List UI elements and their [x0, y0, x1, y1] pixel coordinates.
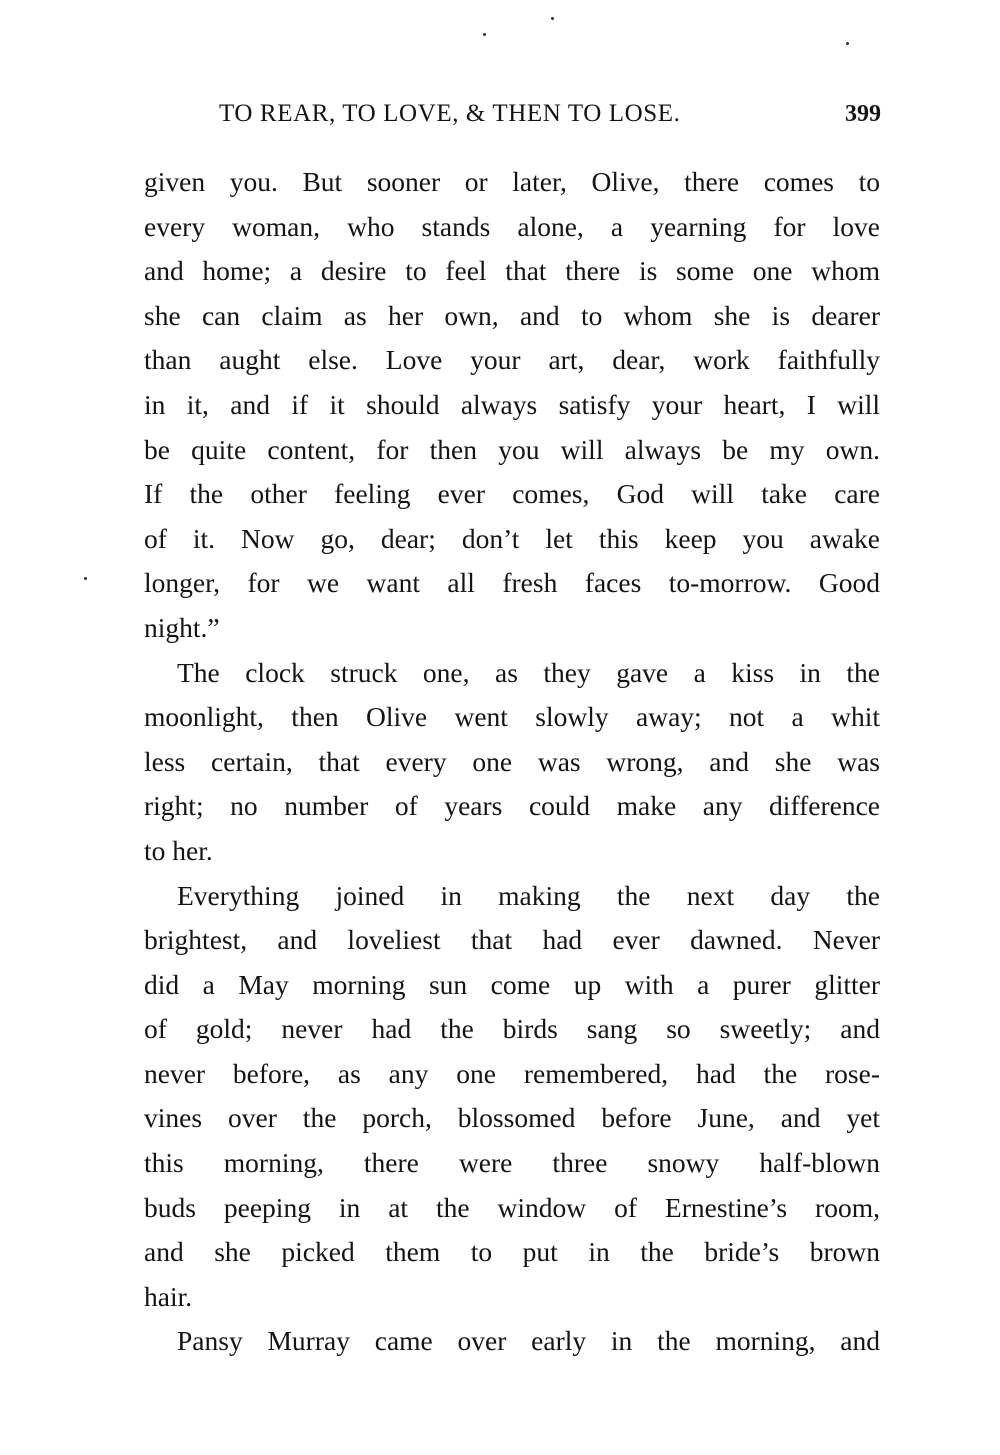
print-speck [84, 577, 87, 580]
text-line: than aught else. Love your art, dear, work faithfully [144, 344, 880, 376]
text-line: Everything joined in making the next day the [177, 879, 880, 911]
text-line: every woman, who stands alone, a yearning for love [144, 210, 880, 242]
text-line: this morning, there were three snowy half-blown [144, 1147, 880, 1179]
body-text [144, 160, 880, 1364]
running-header [219, 97, 881, 131]
text-line: of gold; never had the birds sang so sweetly; and [144, 1013, 880, 1045]
text-line: be quite content, for then you will always be my own. [144, 433, 880, 465]
text-line: and home; a desire to feel that there is some one whom [144, 255, 880, 287]
text-line: right; no number of years could make any difference [144, 790, 880, 822]
text-line: Pansy Murray came over early in the morning, and [177, 1325, 880, 1357]
text-line: of it. Now go, dear; don’t let this keep you awake [144, 522, 880, 554]
text-line: never before, as any one remembered, had the rose- [144, 1057, 880, 1089]
print-speck [846, 42, 849, 45]
text-line: vines over the porch, blossomed before June, and yet [144, 1102, 880, 1134]
text-line: If the other feeling ever comes, God will take care [144, 478, 880, 510]
text-line: did a May morning sun come up with a purer glitter [144, 968, 880, 1000]
running-title: TO REAR, TO LOVE, & THEN TO LOSE. [219, 100, 681, 127]
text-line: longer, for we want all fresh faces to-morrow. Good [144, 567, 880, 599]
text-line: she can claim as her own, and to whom she is dearer [144, 299, 880, 331]
text-line: and she picked them to put in the bride’s brown [144, 1236, 880, 1268]
text-line: to her. [144, 834, 213, 866]
print-speck [551, 17, 554, 20]
text-line: hair. [144, 1280, 193, 1312]
print-speck [483, 33, 486, 36]
text-line: night.” [144, 611, 220, 643]
text-line: in it, and if it should always satisfy your heart, I will [144, 388, 880, 420]
text-line: brightest, and loveliest that had ever dawned. Never [144, 924, 880, 956]
text-line: less certain, that every one was wrong, and she was [144, 745, 880, 777]
text-line: buds peeping in at the window of Ernestine’s room, [144, 1191, 880, 1223]
text-line: moonlight, then Olive went slowly away; not a whit [144, 701, 880, 733]
page-number: 399 [845, 101, 881, 127]
text-line: given you. But sooner or later, Olive, there comes to [144, 166, 880, 197]
text-line: The clock struck one, as they gave a kiss in the [177, 656, 880, 688]
